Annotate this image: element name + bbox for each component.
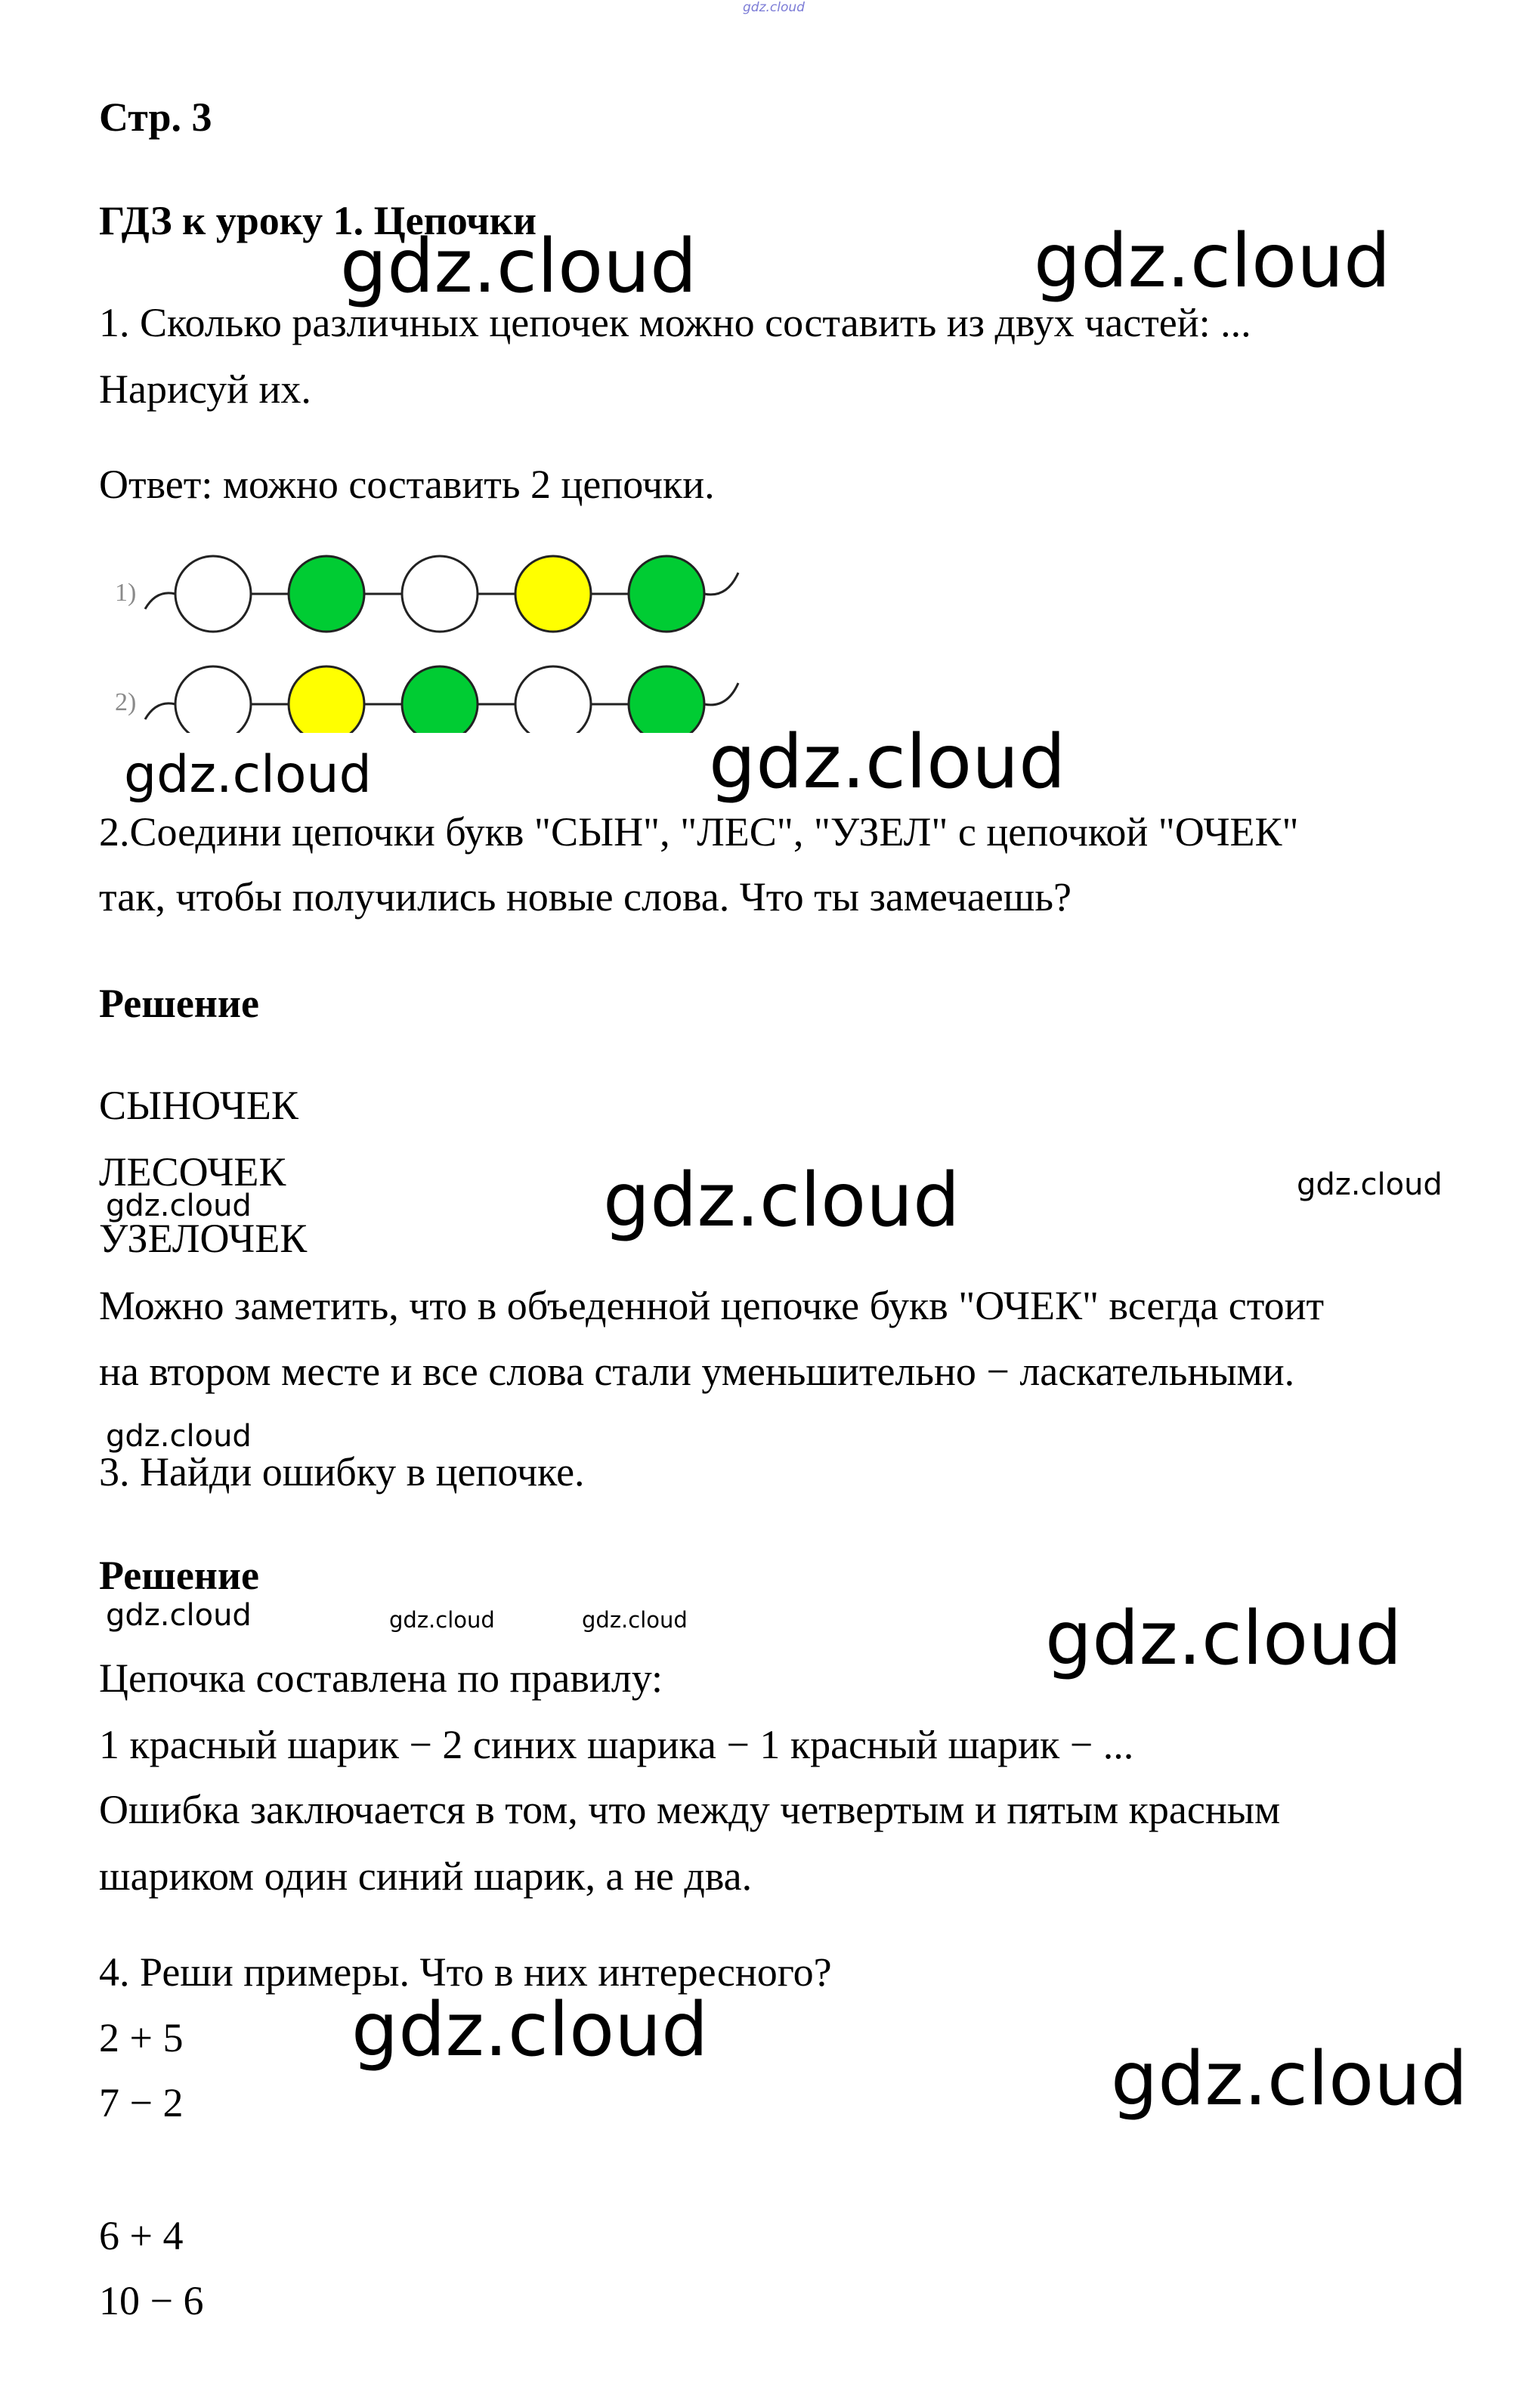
task3-line1: Цепочка составлена по правилу: <box>99 1655 663 1701</box>
task2-note-line1: Можно заметить, что в объеденной цепочке букв "ОЧЕК" всегда стоит <box>99 1283 1325 1328</box>
watermark: gdz.cloud <box>340 224 697 310</box>
page-label: Стр. 3 <box>99 94 212 140</box>
task3-solution-heading: Решение <box>99 1553 259 1598</box>
task3-line4: шариком один синий шарик, а не два. <box>99 1853 753 1899</box>
task4-example-2: 7 − 2 <box>99 2080 184 2125</box>
bead-white <box>175 556 251 632</box>
watermark: gdz.cloud <box>106 1419 252 1454</box>
bead-white <box>515 666 591 733</box>
watermark: gdz.cloud <box>1034 218 1391 304</box>
task2-solution-heading: Решение <box>99 981 259 1026</box>
chain-label-2: 2) <box>115 688 137 716</box>
watermark: gdz.cloud <box>709 719 1066 805</box>
chain-tail-left <box>145 593 175 609</box>
bead-chain-1 <box>145 556 738 632</box>
lesson-title: ГДЗ к уроку 1. Цепочки <box>99 198 537 243</box>
bead-green <box>402 666 478 733</box>
chain-tail-right <box>704 683 738 705</box>
task2-word-2: ЛЕСОЧЕК <box>99 1149 286 1195</box>
chain-label-1: 1) <box>115 579 137 607</box>
bead-yellow <box>289 666 364 733</box>
watermark: gdz.cloud <box>582 1607 688 1633</box>
bead-green <box>629 556 704 632</box>
task2-word-1: СЫНОЧЕК <box>99 1083 298 1128</box>
bead-chains-illustration <box>113 552 778 733</box>
chain-tail-left <box>145 703 175 719</box>
task4-question: 4. Реши примеры. Что в них интересного? <box>99 1949 832 1995</box>
task3-question: 3. Найди ошибку в цепочке. <box>99 1449 585 1495</box>
task2-word-3: УЗЕЛОЧЕК <box>99 1216 308 1261</box>
task2-question-line2: так, чтобы получились новые слова. Что ты замечаешь? <box>99 874 1072 920</box>
watermark: gdz.cloud <box>389 1607 495 1633</box>
watermark: gdz.cloud <box>124 745 372 805</box>
bead-white <box>402 556 478 632</box>
bead-yellow <box>515 556 591 632</box>
task4-example-4: 10 − 6 <box>99 2278 204 2323</box>
watermark: gdz.cloud <box>1045 1596 1402 1682</box>
task3-line2: 1 красный шарик − 2 синих шарика − 1 красный шарик − ... <box>99 1722 1134 1767</box>
task1-question-line2: Нарисуй их. <box>99 366 311 412</box>
task1-question-line1: 1. Сколько различных цепочек можно составить из двух частей: ... <box>99 300 1251 345</box>
task3-line3: Ошибка заключается в том, что между четвертым и пятым красным <box>99 1787 1281 1832</box>
bead-white <box>175 666 251 733</box>
task4-example-1: 2 + 5 <box>99 2015 184 2060</box>
bead-green <box>289 556 364 632</box>
task2-note-line2: на втором месте и все слова стали уменьшительно − ласкательными. <box>99 1349 1295 1394</box>
task4-example-3: 6 + 4 <box>99 2213 184 2258</box>
watermark-top: gdz.cloud <box>743 0 805 15</box>
watermark: gdz.cloud <box>1297 1167 1443 1202</box>
bead-chain-2 <box>145 666 738 733</box>
watermark: gdz.cloud <box>106 1598 252 1633</box>
chain-tail-right <box>704 573 738 595</box>
watermark: gdz.cloud <box>106 1189 252 1223</box>
watermark: gdz.cloud <box>351 1987 709 2073</box>
task2-question-line1: 2.Соедини цепочки букв "СЫН", "ЛЕС", "УЗЕЛ" с цепочкой "ОЧЕК" <box>99 809 1299 855</box>
task1-answer: Ответ: можно составить 2 цепочки. <box>99 462 715 507</box>
watermark: gdz.cloud <box>603 1158 960 1244</box>
watermark: gdz.cloud <box>1111 2036 1468 2122</box>
bead-green <box>629 666 704 733</box>
